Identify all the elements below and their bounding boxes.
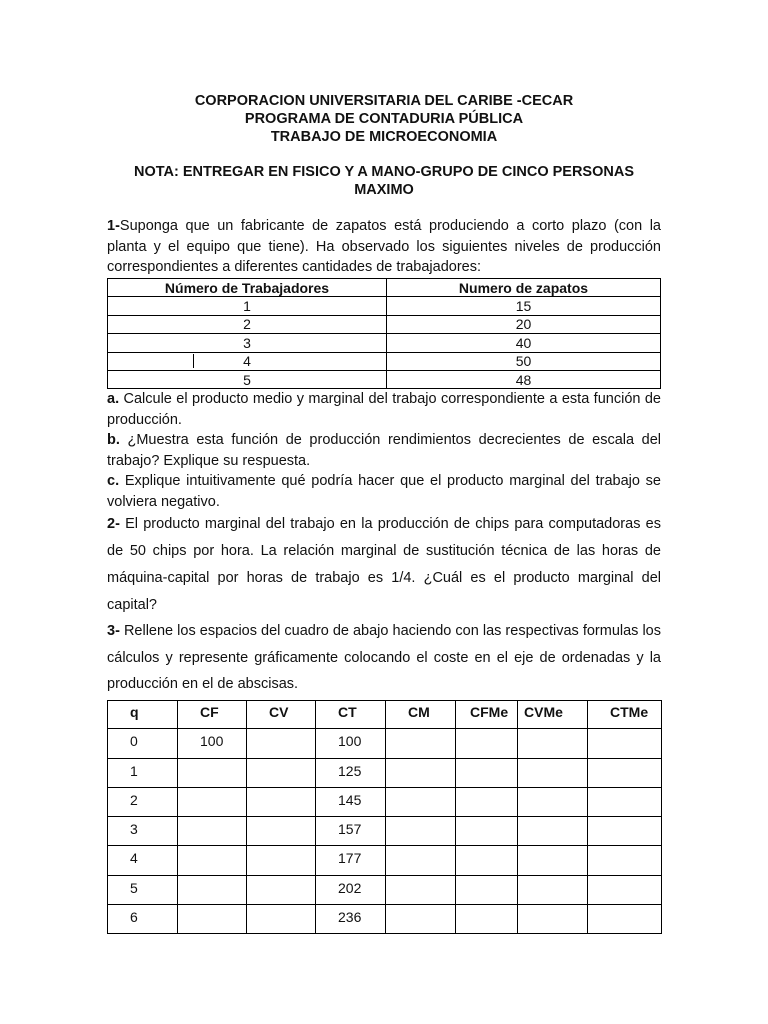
table-row xyxy=(108,758,662,787)
table-row xyxy=(108,875,662,904)
table-row xyxy=(108,787,662,816)
cell-cfme xyxy=(456,875,518,904)
table-header-row xyxy=(108,279,661,297)
cell-cm xyxy=(386,758,456,787)
cell-cfme xyxy=(456,846,518,875)
cell-cv xyxy=(247,787,316,816)
cell-q: 5 xyxy=(108,875,178,904)
question-1 xyxy=(107,216,661,278)
cell-cm xyxy=(386,875,456,904)
cell-workers: 4 xyxy=(108,352,387,370)
column-header-cv: CV xyxy=(247,701,316,729)
cell-cv xyxy=(247,905,316,934)
cell-shoes: 50 xyxy=(387,352,661,370)
cell-cv xyxy=(247,729,316,758)
cell-cm xyxy=(386,846,456,875)
table-row xyxy=(108,846,662,875)
table-row xyxy=(108,352,661,370)
cell-shoes: 20 xyxy=(387,315,661,333)
table-row xyxy=(108,729,662,758)
cell-cvme xyxy=(518,787,588,816)
cell-cf xyxy=(178,817,247,846)
column-header-cvme: CVMe xyxy=(518,701,588,729)
cell-ctme xyxy=(588,846,662,875)
cell-cm xyxy=(386,817,456,846)
cell-q: 1 xyxy=(108,758,178,787)
column-header-workers: Número de Trabajadores xyxy=(108,279,387,297)
table-row xyxy=(108,370,661,388)
cell-ctme xyxy=(588,875,662,904)
cell-q: 2 xyxy=(108,787,178,816)
cell-cfme xyxy=(456,905,518,934)
cell-ct: 100 xyxy=(316,729,386,758)
column-header-ct: CT xyxy=(316,701,386,729)
cell-workers: 5 xyxy=(108,370,387,388)
workers-shoes-table xyxy=(107,278,661,389)
cell-cvme xyxy=(518,729,588,758)
question-1b-text: ¿Muestra esta función de producción rendimientos decrecientes de escala del trabajo? Explique su respuesta. xyxy=(107,432,661,469)
question-1a-text: Calcule el producto medio y marginal del trabajo correspondiente a esta función de producción. xyxy=(107,391,661,428)
cell-workers: 2 xyxy=(108,315,387,333)
question-1c xyxy=(107,471,661,512)
column-header-ctme: CTMe xyxy=(588,701,662,729)
cell-workers: 1 xyxy=(108,297,387,315)
question-3-text: Rellene los espacios del cuadro de abajo haciendo con las respectivas formulas los cálculos y represente gráficamente colocando el coste en el eje de ordenadas y la producción en el de abscisas. xyxy=(107,623,661,692)
question-1a-label: a. xyxy=(107,391,120,407)
cell-ct: 236 xyxy=(316,905,386,934)
cost-table xyxy=(107,700,662,934)
note-line-1: NOTA: ENTREGAR EN FISICO Y A MANO-GRUPO DE CINCO PERSONAS xyxy=(133,164,635,180)
cell-cf xyxy=(178,905,247,934)
cell-ctme xyxy=(588,787,662,816)
cell-cm xyxy=(386,905,456,934)
question-3-number: 3- xyxy=(107,623,120,639)
cell-shoes: 15 xyxy=(387,297,661,315)
question-1c-label: c. xyxy=(107,473,120,489)
cell-cf xyxy=(178,846,247,875)
column-header-cfme: CFMe xyxy=(456,701,518,729)
column-header-q: q xyxy=(108,701,178,729)
cell-ct: 157 xyxy=(316,817,386,846)
cell-ct: 145 xyxy=(316,787,386,816)
column-header-cm: CM xyxy=(386,701,456,729)
column-header-cf: CF xyxy=(178,701,247,729)
cell-cv xyxy=(247,875,316,904)
cell-cf xyxy=(178,875,247,904)
cell-cv xyxy=(247,846,316,875)
cell-ct: 202 xyxy=(316,875,386,904)
note-line-2: MAXIMO xyxy=(354,182,414,198)
cell-cvme xyxy=(518,817,588,846)
cell-cf: 100 xyxy=(178,729,247,758)
cell-ctme xyxy=(588,729,662,758)
question-2-number: 2- xyxy=(107,516,120,532)
cell-q: 6 xyxy=(108,905,178,934)
table-row xyxy=(108,334,661,352)
question-1-text: Suponga que un fabricante de zapatos está produciendo a corto plazo (con la planta y el equipo que tiene). Ha observado los siguientes niveles de producción correspondientes a diferentes cantidades de trabajadores: xyxy=(107,218,661,275)
cell-shoes: 48 xyxy=(387,370,661,388)
cell-cfme xyxy=(456,787,518,816)
cell-ct: 177 xyxy=(316,846,386,875)
question-2 xyxy=(107,511,661,619)
question-1c-text: Explique intuitivamente qué podría hacer que el producto marginal del trabajo se volviera negativo. xyxy=(107,473,661,510)
cell-cvme xyxy=(518,758,588,787)
question-1b xyxy=(107,430,661,471)
cell-ctme xyxy=(588,905,662,934)
table-row xyxy=(108,297,661,315)
table-row xyxy=(108,315,661,333)
header-program: PROGRAMA DE CONTADURIA PÚBLICA xyxy=(244,111,524,127)
cell-cf xyxy=(178,787,247,816)
cell-ctme xyxy=(588,758,662,787)
cell-q: 4 xyxy=(108,846,178,875)
header-institution: CORPORACION UNIVERSITARIA DEL CARIBE -CECAR xyxy=(194,93,574,109)
cell-ct: 125 xyxy=(316,758,386,787)
column-header-shoes: Numero de zapatos xyxy=(387,279,661,297)
table-row xyxy=(108,817,662,846)
cell-cf xyxy=(178,758,247,787)
cell-workers: 3 xyxy=(108,334,387,352)
cell-cm xyxy=(386,787,456,816)
text-cursor xyxy=(193,354,194,368)
cell-q: 3 xyxy=(108,817,178,846)
table-header-row xyxy=(108,701,662,729)
cell-q: 0 xyxy=(108,729,178,758)
cell-shoes: 40 xyxy=(387,334,661,352)
cell-cv xyxy=(247,817,316,846)
question-2-text: El producto marginal del trabajo en la producción de chips para computadoras es de 50 chips por hora. La relación marginal de sustitución técnica de las horas de máquina-capital por horas de trabajo es 1/4. ¿Cuál es el producto marginal del capital? xyxy=(107,516,661,613)
cell-cvme xyxy=(518,875,588,904)
cell-cfme xyxy=(456,817,518,846)
cell-cv xyxy=(247,758,316,787)
question-1b-label: b. xyxy=(107,432,120,448)
cell-cfme xyxy=(456,758,518,787)
question-1a xyxy=(107,389,661,430)
question-1-number: 1- xyxy=(107,218,120,234)
header-course: TRABAJO DE MICROECONOMIA xyxy=(270,129,498,145)
table-row xyxy=(108,905,662,934)
cell-ctme xyxy=(588,817,662,846)
cell-cvme xyxy=(518,905,588,934)
cell-cvme xyxy=(518,846,588,875)
cell-cfme xyxy=(456,729,518,758)
cell-cm xyxy=(386,729,456,758)
question-3 xyxy=(107,618,661,698)
